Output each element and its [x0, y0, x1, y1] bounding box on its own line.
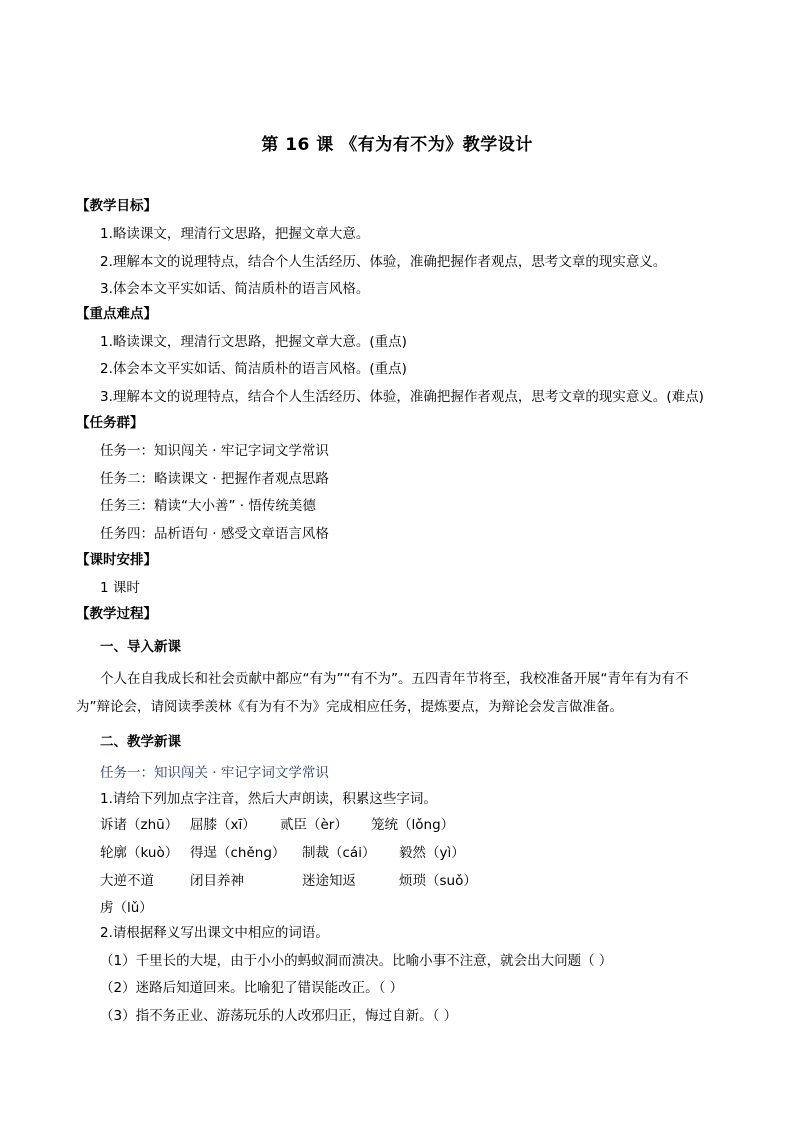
- pinyin-item: 笼统（lǒng）: [371, 817, 455, 833]
- task-item: 任务二：略读课文 · 把握作者观点思路: [100, 471, 329, 487]
- pinyin-item: 闭目养神: [190, 873, 244, 889]
- pinyin-item: 制裁（cái）: [302, 845, 376, 861]
- pinyin-item: 迷途知返: [302, 873, 356, 889]
- task-item: 任务四：品析语句 · 感受文章语言风格: [100, 526, 329, 542]
- pinyin-item: 得逞（chěng）: [190, 845, 286, 861]
- key-point-item: 2.体会本文平实如话、简洁质朴的语言风格。(重点): [100, 361, 407, 377]
- pinyin-item: 虏（lǔ）: [100, 900, 153, 916]
- pinyin-item: 轮廓（kuò）: [100, 845, 179, 861]
- section-intro-heading: 一、导入新课: [100, 639, 181, 655]
- section-new-lesson-heading: 二、教学新课: [100, 734, 181, 750]
- goal-item: 1.略读课文，理清行文思路，把握文章大意。: [100, 226, 370, 242]
- pinyin-item: 大逆不道: [100, 873, 154, 889]
- pinyin-item: 诉诸（zhū）: [100, 817, 179, 833]
- tasks-header: 【任务群】: [76, 415, 144, 431]
- question-2: 2.请根据释义写出课文中相应的词语。: [100, 925, 329, 941]
- schedule-header: 【课时安排】: [76, 552, 157, 568]
- key-point-item: 1.略读课文，理清行文思路，把握文章大意。(重点): [100, 334, 407, 350]
- goal-item: 3.体会本文平实如话、简洁质朴的语言风格。: [100, 281, 370, 297]
- task1-title: 任务一：知识闯关 · 牢记字词文学常识: [100, 765, 329, 781]
- question-1: 1.请给下列加点字注音，然后大声朗读，积累这些字词。: [100, 791, 437, 807]
- key-points-header: 【重点难点】: [76, 306, 157, 322]
- goal-item: 2.理解本文的说理特点，结合个人生活经历、体验，准确把握作者观点，思考文章的现实意义。: [100, 254, 667, 270]
- intro-paragraph: 个人在自我成长和社会贡献中都应“有为”“有不为”。五四青年节将至，我校准备开展“青年有为有不为”辩论会，请阅读季羡林《有为有不为》完成相应任务，提炼要点，为辩论会发言做准备。: [76, 671, 689, 715]
- pinyin-item: 毅然（yì）: [399, 845, 465, 861]
- goals-header: 【教学目标】: [76, 198, 157, 214]
- question-2-item: （1）千里长的大堤，由于小小的蚂蚁洞而溃决。比喻小事不注意，就会出大问题（ ）: [100, 953, 613, 969]
- question-2-item: （3）指不务正业、游荡玩乐的人改邪归正，悔过自新。（ ）: [100, 1008, 458, 1024]
- key-point-item: 3.理解本文的说理特点，结合个人生活经历、体验，准确把握作者观点，思考文章的现实意义。(难点): [100, 389, 704, 405]
- pinyin-item: 屈膝（xī）: [190, 817, 256, 833]
- schedule-text: 1 课时: [100, 580, 140, 596]
- task-item: 任务三：精读“大小善” · 悟传统美德: [100, 498, 316, 514]
- task-item: 任务一：知识闯关 · 牢记字词文学常识: [100, 443, 329, 459]
- question-2-item: （2）迷路后知道回来。比喻犯了错误能改正。（ ）: [100, 980, 404, 996]
- pinyin-item: 烦琐（suǒ）: [399, 873, 477, 889]
- page-title: 第 16 课 《有为有不为》教学设计: [261, 135, 533, 155]
- process-header: 【教学过程】: [76, 606, 157, 622]
- pinyin-item: 贰臣（èr）: [280, 817, 348, 833]
